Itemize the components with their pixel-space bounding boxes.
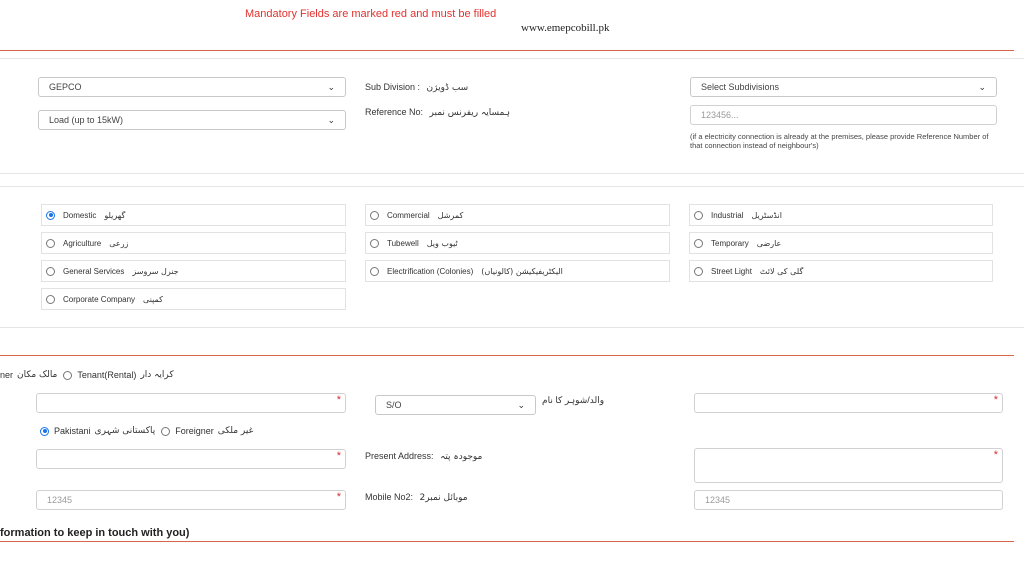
- nationality-row: [40, 426, 253, 436]
- tariff-option-industrial[interactable]: [689, 204, 993, 226]
- tariff-label-urdu: انڈسٹریل: [751, 210, 782, 220]
- required-star: *: [336, 394, 341, 406]
- foreigner-label: Foreigner: [175, 426, 214, 436]
- contact-section-title: formation to keep in touch with you): [0, 527, 190, 539]
- tariff-option-agriculture[interactable]: [41, 232, 346, 254]
- chevron-down-icon: ⌄: [978, 81, 986, 92]
- owner-label-partial: ner: [0, 370, 14, 380]
- radio-icon[interactable]: [46, 267, 55, 276]
- load-select-value: Load (up to 15kW): [49, 115, 124, 125]
- phone-input[interactable]: [36, 490, 346, 510]
- section-divider: [0, 50, 1014, 51]
- radio-icon[interactable]: [694, 239, 703, 248]
- radio-icon[interactable]: [370, 267, 379, 276]
- father-name-input[interactable]: [694, 393, 1003, 413]
- tariff-label: Tubewell: [387, 238, 419, 248]
- tariff-label: Street Light: [711, 266, 752, 276]
- tariff-label-urdu: ٹیوب ویل: [426, 238, 458, 248]
- section-divider: [0, 541, 1014, 542]
- father-name-label: والد/شوہر کا نام: [542, 395, 605, 405]
- present-address-label-urdu: موجودہ پتہ: [440, 452, 483, 462]
- chevron-down-icon: ⌄: [517, 399, 525, 410]
- mobile2-label: [365, 492, 468, 503]
- pakistani-radio[interactable]: [40, 427, 49, 436]
- tariff-label-urdu: الیکٹریفیکیشن (کالونیاں): [481, 266, 563, 276]
- tariff-option-street-light[interactable]: [689, 260, 993, 282]
- applicant-name-input[interactable]: [36, 393, 346, 413]
- radio-icon[interactable]: [46, 239, 55, 248]
- company-select[interactable]: [38, 77, 346, 97]
- present-address-label: [365, 451, 482, 462]
- tariff-option-tubewell[interactable]: [365, 232, 670, 254]
- mobile2-input[interactable]: [694, 490, 1003, 510]
- mobile2-input-placeholder: 12345: [705, 495, 731, 505]
- tariff-label-urdu: زرعی: [109, 238, 129, 248]
- subdivision-label-urdu: سب ڈویژن: [426, 83, 469, 93]
- tenant-label: Tenant(Rental): [77, 370, 137, 380]
- tariff-label-urdu: کمرشل: [437, 210, 464, 220]
- tariff-label-urdu: گھریلو: [104, 210, 126, 220]
- tariff-label: Industrial: [711, 210, 744, 220]
- site-watermark: www.emepcobill.pk: [521, 22, 610, 34]
- radio-icon[interactable]: [46, 295, 55, 304]
- tariff-option-commercial[interactable]: [365, 204, 670, 226]
- tariff-label: Commercial: [387, 210, 430, 220]
- tariff-label: General Services: [63, 266, 125, 276]
- tariff-option-corporate-company[interactable]: [41, 288, 346, 310]
- radio-icon[interactable]: [370, 211, 379, 220]
- cnic-input[interactable]: [36, 449, 346, 469]
- tenant-label-urdu: کرایہ دار: [140, 370, 174, 380]
- tariff-option-electrification[interactable]: [365, 260, 670, 282]
- radio-icon[interactable]: [370, 239, 379, 248]
- reference-input[interactable]: [690, 105, 997, 125]
- reference-label-urdu: ہمسایہ ریفرنس نمبر: [429, 108, 511, 118]
- pakistani-label: Pakistani: [54, 426, 91, 436]
- tariff-label-urdu: جنرل سروسز: [132, 266, 179, 276]
- relation-select-value: S/O: [386, 400, 402, 410]
- subdivision-select[interactable]: [690, 77, 997, 97]
- tariff-label-urdu: عارضی: [756, 238, 782, 248]
- tariff-label-urdu: کمپنی: [143, 294, 163, 304]
- tariff-label: Temporary: [711, 238, 749, 248]
- chevron-down-icon: ⌄: [327, 114, 335, 125]
- ownership-row: [0, 370, 174, 380]
- tenant-radio[interactable]: [63, 371, 72, 380]
- foreigner-radio[interactable]: [161, 427, 170, 436]
- radio-icon[interactable]: [694, 211, 703, 220]
- tariff-option-general-services[interactable]: [41, 260, 346, 282]
- required-star: *: [993, 449, 998, 461]
- radio-icon[interactable]: [694, 267, 703, 276]
- subdivision-label: [365, 82, 468, 93]
- required-star: *: [993, 394, 998, 406]
- subdivision-label-text: Sub Division :: [365, 82, 421, 92]
- radio-icon[interactable]: [46, 211, 55, 220]
- chevron-down-icon: ⌄: [327, 81, 335, 92]
- tariff-option-domestic[interactable]: [41, 204, 346, 226]
- pakistani-label-urdu: پاکستانی شہری: [94, 426, 156, 436]
- tariff-option-temporary[interactable]: [689, 232, 993, 254]
- reference-note: (if a electricity connection is already at the premises, please provide Reference Number of that connection instead of neighbour's): [690, 132, 989, 150]
- required-star: *: [336, 491, 341, 503]
- present-address-label-text: Present Address:: [365, 451, 434, 461]
- reference-label: [365, 107, 510, 118]
- mobile2-label-urdu: موبائل نمبر2: [419, 493, 468, 503]
- reference-label-text: Reference No:: [365, 107, 424, 117]
- load-select[interactable]: [38, 110, 346, 130]
- mobile2-label-text: Mobile No2:: [365, 492, 414, 502]
- foreigner-label-urdu: غیر ملکی: [217, 426, 254, 436]
- subdivision-select-value: Select Subdivisions: [701, 82, 780, 92]
- company-select-value: GEPCO: [49, 82, 82, 92]
- owner-label-urdu: مالک مکان: [17, 370, 58, 380]
- section-divider: [0, 355, 1014, 356]
- tariff-label-urdu: گلی کی لائٹ: [759, 266, 804, 276]
- present-address-textarea[interactable]: [694, 448, 1003, 483]
- reference-input-placeholder: 123456...: [701, 110, 739, 120]
- tariff-label: Electrification (Colonies): [387, 266, 474, 276]
- tariff-label: Corporate Company: [63, 294, 136, 304]
- mandatory-fields-note: Mandatory Fields are marked red and must be filled: [245, 8, 497, 20]
- tariff-label: Agriculture: [63, 238, 102, 248]
- relation-select[interactable]: [375, 395, 536, 415]
- required-star: *: [336, 450, 341, 462]
- phone-input-placeholder: 12345: [47, 495, 73, 505]
- tariff-label: Domestic: [63, 210, 97, 220]
